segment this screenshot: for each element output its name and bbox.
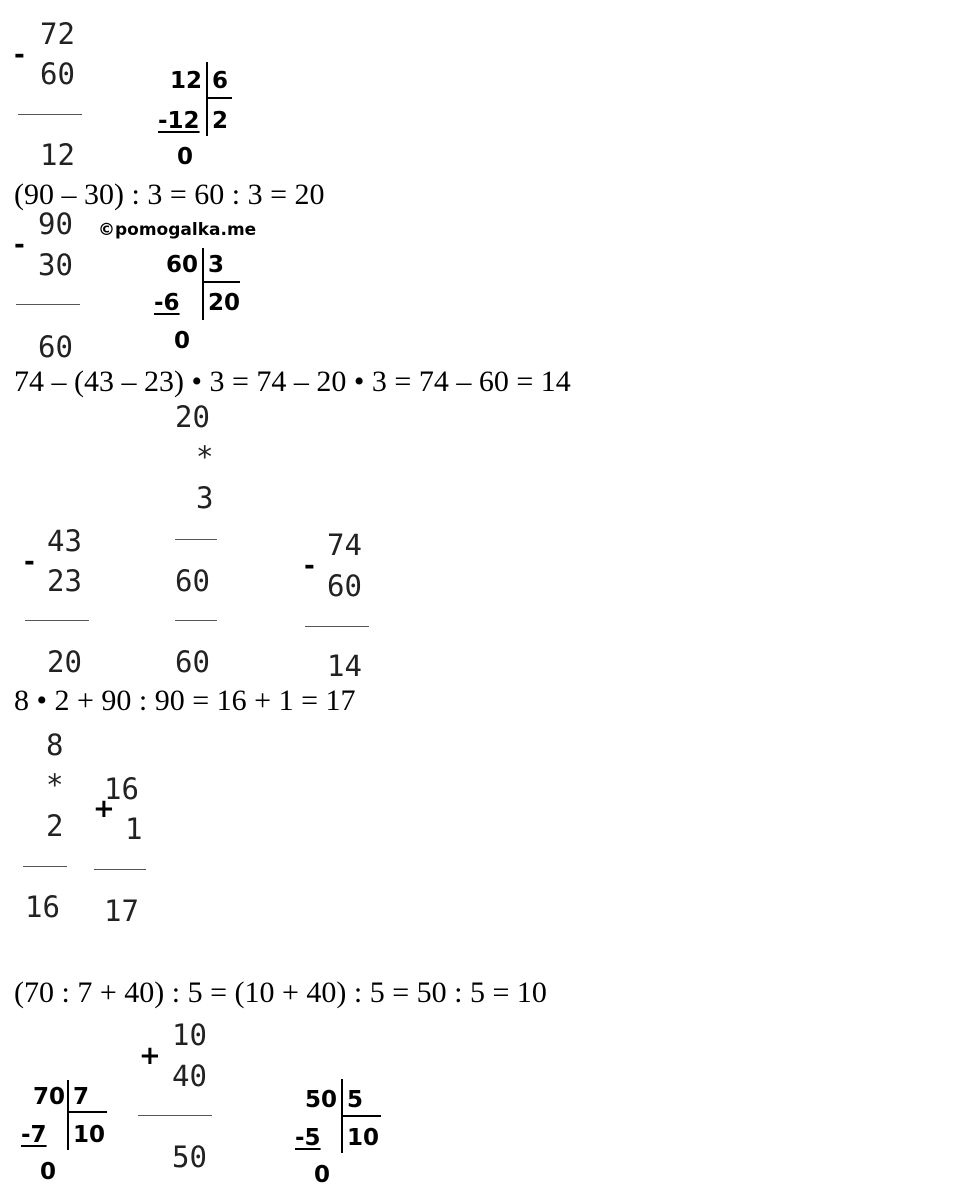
multiplicand: 20 (175, 400, 210, 434)
divisor: 6 (212, 68, 229, 94)
product: 60 (175, 564, 210, 598)
augend: 16 (104, 772, 139, 806)
minuend: 43 (47, 524, 82, 558)
difference: 12 (40, 138, 75, 172)
product-repeat: 60 (175, 645, 210, 679)
divisor: 7 (73, 1084, 90, 1110)
divisor-line (206, 97, 232, 99)
augend: 10 (172, 1018, 207, 1052)
multiplicand: 8 (46, 728, 64, 762)
partial-product: -5 (295, 1125, 321, 1151)
minus-sign: - (304, 551, 315, 581)
divisor-line (341, 1115, 381, 1117)
result-line (23, 866, 67, 867)
divisor-line (202, 281, 240, 283)
quotient: 10 (347, 1125, 380, 1151)
dividend: 60 (166, 252, 199, 278)
difference: 14 (327, 649, 362, 683)
remainder: 0 (40, 1159, 57, 1185)
equation-2: (90 – 30) : 3 = 60 : 3 = 20 (14, 178, 325, 211)
minuend: 74 (327, 528, 362, 562)
result-line (305, 626, 369, 627)
division-bar (67, 1080, 69, 1150)
subtrahend: 60 (327, 569, 362, 603)
minuend: 90 (38, 207, 73, 241)
minus-sign: - (14, 230, 25, 260)
result-line (175, 539, 217, 540)
result-line (16, 304, 80, 305)
sum: 50 (172, 1140, 207, 1174)
quotient: 20 (208, 290, 241, 316)
difference: 60 (38, 330, 73, 364)
result-line (25, 620, 89, 621)
divisor: 5 (347, 1087, 364, 1113)
multiply-sign: * (46, 768, 64, 802)
division-bar (202, 248, 204, 320)
partial-product: -12 (158, 108, 200, 134)
remainder: 0 (314, 1162, 331, 1188)
subtrahend: 60 (40, 57, 75, 91)
divisor: 3 (208, 252, 225, 278)
remainder: 0 (177, 144, 194, 170)
divisor-line (67, 1111, 107, 1113)
result-line-2 (175, 620, 217, 621)
dividend: 50 (305, 1087, 338, 1113)
result-line (138, 1115, 212, 1116)
equation-4: 8 • 2 + 90 : 90 = 16 + 1 = 17 (14, 684, 356, 717)
minuend: 72 (40, 17, 75, 51)
quotient: 2 (212, 108, 229, 134)
difference: 20 (47, 645, 82, 679)
partial-product: -7 (21, 1122, 47, 1148)
result-line (18, 114, 82, 115)
plus-sign: + (139, 1041, 161, 1071)
product: 16 (25, 890, 60, 924)
partial-product: -6 (154, 290, 180, 316)
plus-sign: + (93, 794, 115, 824)
dividend: 12 (170, 68, 203, 94)
minus-sign: - (14, 40, 25, 70)
subtrahend: 23 (47, 564, 82, 598)
subtrahend: 30 (38, 248, 73, 282)
quotient: 10 (73, 1122, 106, 1148)
result-line (94, 869, 146, 870)
equation-5: (70 : 7 + 40) : 5 = (10 + 40) : 5 = 50 : 5 = 10 (14, 976, 547, 1009)
addend: 40 (172, 1059, 207, 1093)
multiplier: 3 (196, 481, 214, 515)
equation-3: 74 – (43 – 23) • 3 = 74 – 20 • 3 = 74 – 60 = 14 (14, 365, 571, 398)
multiply-sign: * (196, 440, 214, 474)
watermark: ©pomogalka.me (98, 220, 257, 240)
division-bar (206, 62, 208, 136)
addend: 1 (125, 812, 143, 846)
multiplier: 2 (46, 809, 64, 843)
dividend: 70 (33, 1084, 66, 1110)
remainder: 0 (174, 328, 191, 354)
minus-sign: - (24, 547, 35, 577)
sum: 17 (104, 894, 139, 928)
